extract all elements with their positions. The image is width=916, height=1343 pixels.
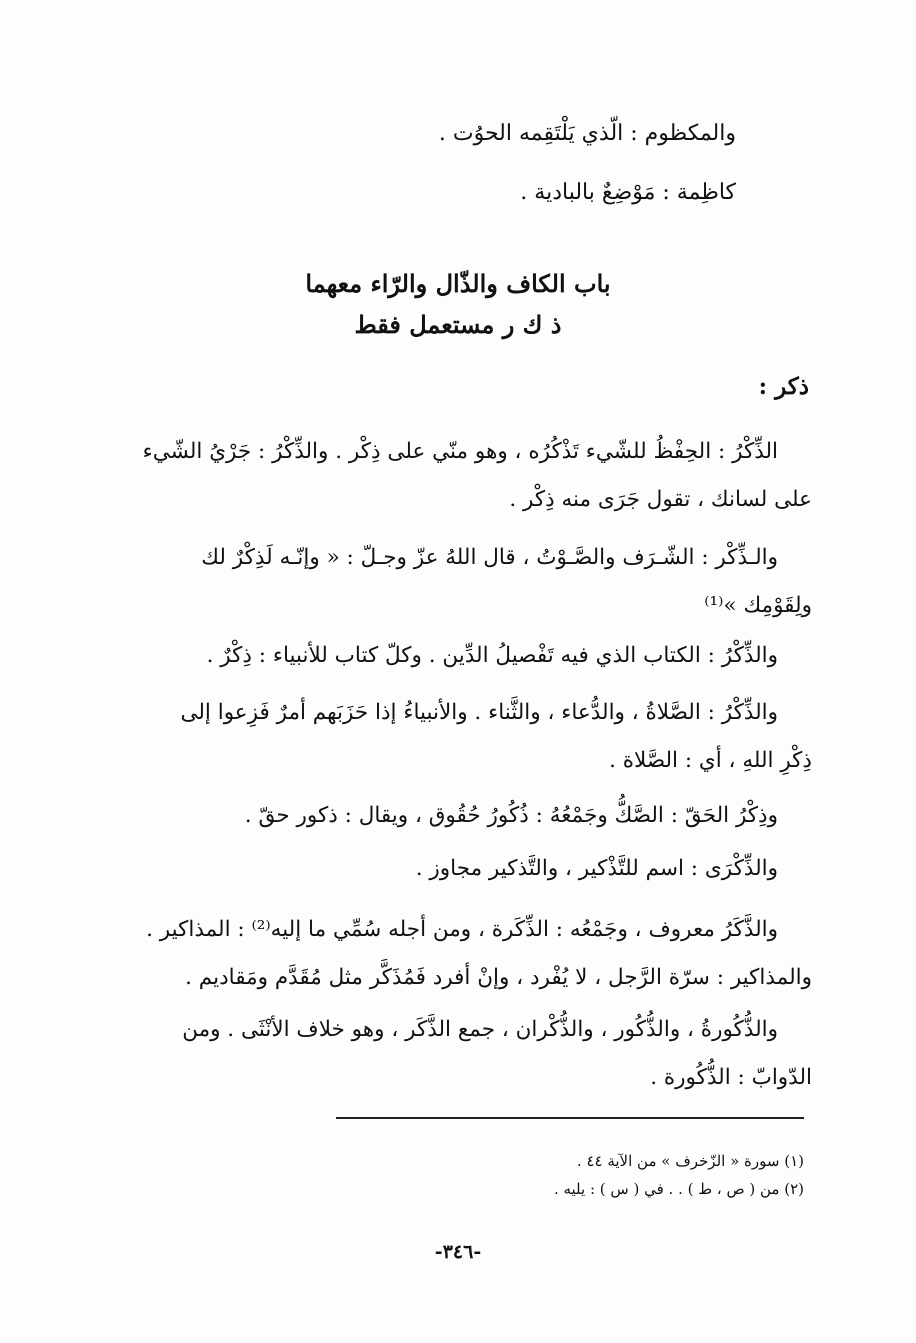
paragraph-line: الذِّكْرُ : الحِفْظُ للشّيء تَذْكُرُه ، وهو منّي على ذِكْر . والذِّكْرُ : جَرْيُ الشّيء <box>142 439 778 464</box>
footnote-divider <box>336 1117 804 1119</box>
top-line-2: كاظِمة : مَوْضِعٌ بالبادية . <box>520 180 736 205</box>
footnote-2: (٢) من ( ص ، ط ) . . في ( س ) : يليه . <box>553 1180 804 1198</box>
page-number: -٣٤٦- <box>434 1241 482 1263</box>
paragraph-line: ذِكْرِ اللهِ ، أي : الصَّلاة . <box>609 748 812 773</box>
paragraph-line: والمذاكير : سرّة الرَّجل ، لا يُفْرد ، وإنْ أفرد فَمُذَكَّر مثل مُقَدَّم ومَقاديم . <box>185 965 812 990</box>
paragraph-5 <box>96 792 812 840</box>
chapter-title: باب الكاف والذّال والرّاء معهما <box>305 269 611 298</box>
paragraph-line: والذِّكْرُ : الصَّلاةُ ، والدُّعاء ، والثَّناء . والأنبياءُ إذا حَزَبَهم أمرٌ فَزِعوا إلى <box>180 700 778 725</box>
top-line-1: والمكظوم : الّذي يَلْتَقِمه الحوُت . <box>438 121 736 146</box>
paragraph-2 <box>96 534 812 630</box>
paragraph-7 <box>96 906 812 1002</box>
paragraph-line: ولِقَوْمِك »⁽¹⁾ <box>704 593 812 618</box>
paragraph-line: على لسانك ، تقول جَرَى منه ذِكْر . <box>509 487 812 512</box>
paragraph-line: الدّوابّ : الذُّكُورة . <box>650 1065 812 1090</box>
paragraph-line: والذِّكْرُ : الكتاب الذي فيه تَفْصيلُ الدِّين . وكلّ كتاب للأنبياء : ذِكْرٌ . <box>206 643 778 668</box>
footnote-1: (١) سورة « الزّخرف » من الآية ٤٤ . <box>576 1152 804 1170</box>
paragraph-line: وذِكْرُ الحَقّ : الصَّكُّ وجَمْعُهُ : ذُكُورُ حُقُوق ، ويقال : ذكور حقّ . <box>244 803 778 828</box>
paragraph-1 <box>96 428 812 524</box>
chapter-subtitle: ذ ك ر مستعمل فقط <box>354 310 562 339</box>
paragraph-8 <box>96 1006 812 1102</box>
paragraph-3 <box>96 632 812 680</box>
paragraph-4 <box>96 689 812 785</box>
paragraph-line: والـذِّكْر : الشّـرَف والصَّـوْتُ ، قال اللهُ عزّ وجـلّ : « وإنّـه لَذِكْرٌ لك <box>201 545 778 570</box>
section-label: ذكر : <box>758 373 809 400</box>
paragraph-6 <box>96 845 812 893</box>
paragraph-line: والذِّكْرَى : اسم للتَّذْكير ، والتَّذكير مجاوز . <box>415 856 778 881</box>
paragraph-line: والذُّكُورةُ ، والذُّكُور ، والذُّكْران ، جمع الذَّكَر ، وهو خلاف الأنْثَى . ومن <box>182 1017 778 1042</box>
paragraph-line: والذَّكَرُ معروف ، وجَمْعُه : الذِّكَرة ، ومن أجله سُمِّي ما إليه⁽²⁾ : المذاكير . <box>146 917 778 942</box>
